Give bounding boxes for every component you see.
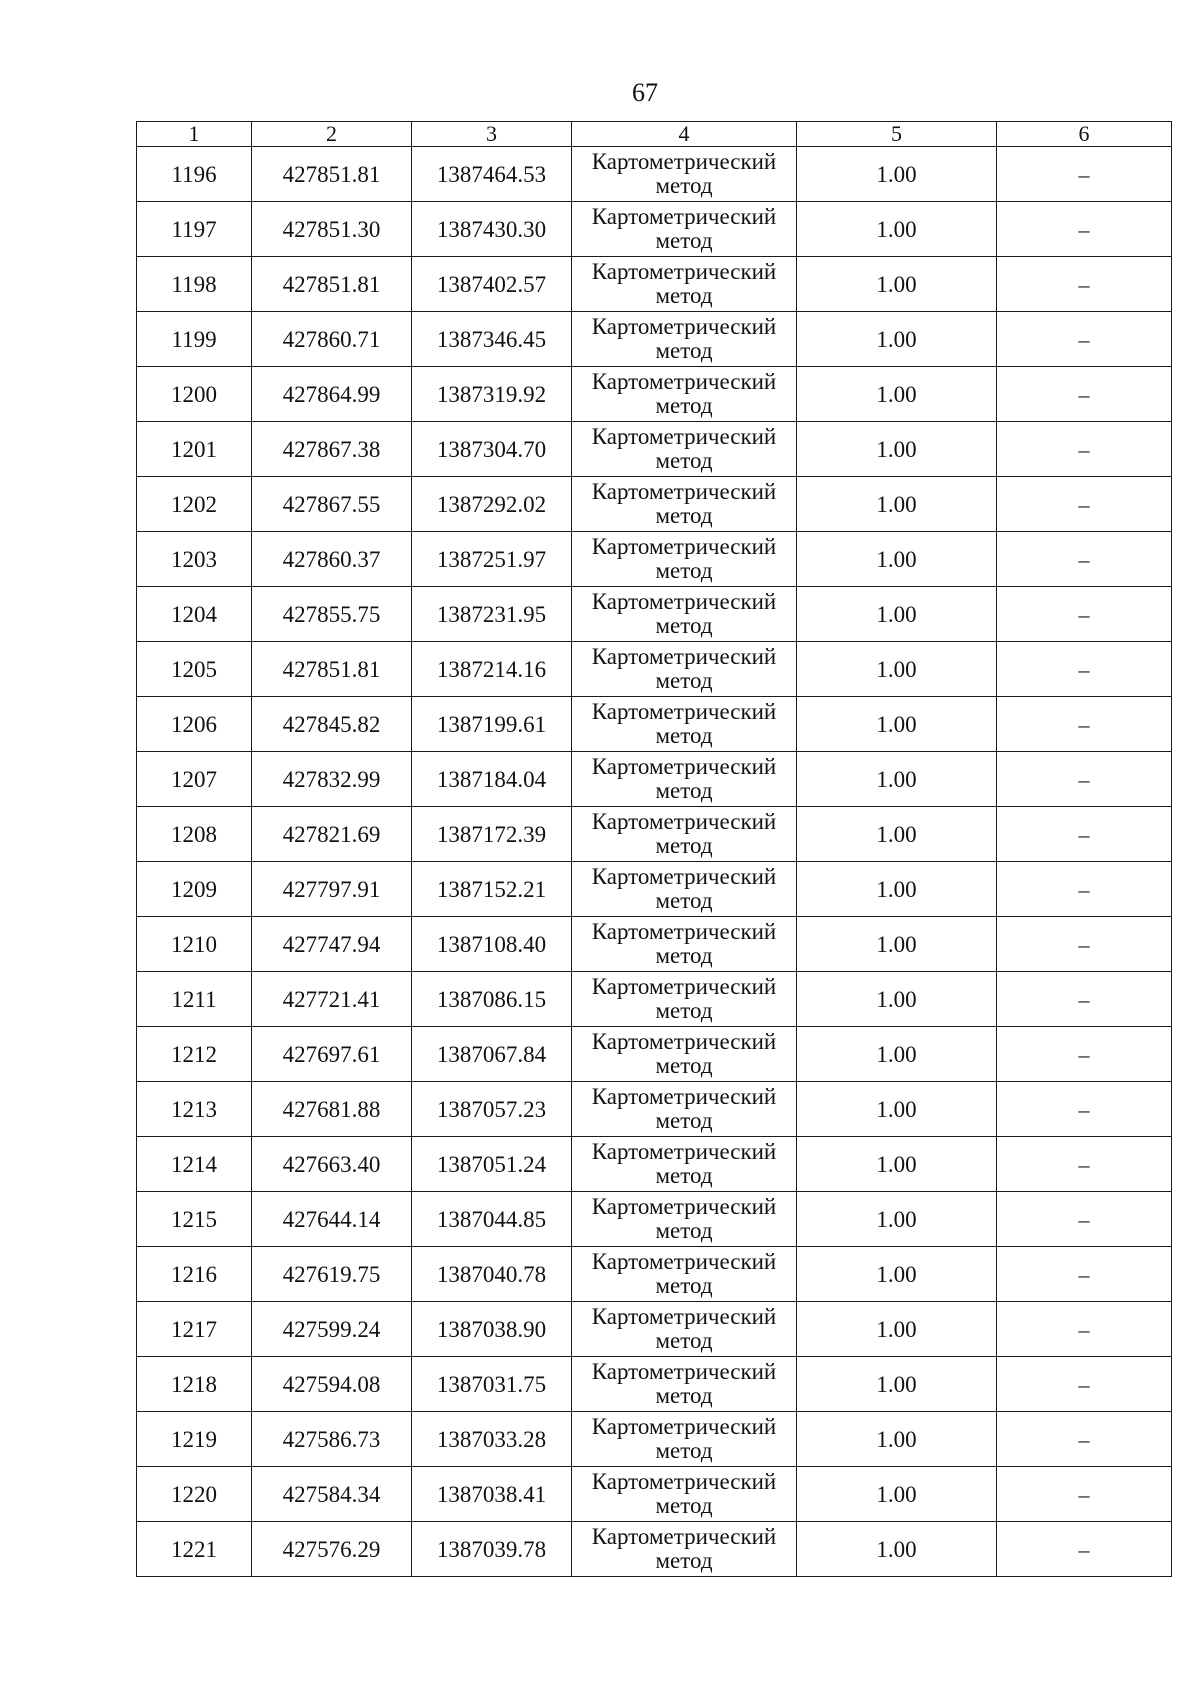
- point-number-cell: 1201: [137, 422, 252, 477]
- note-cell: –: [997, 532, 1172, 587]
- note-cell: –: [997, 642, 1172, 697]
- method-line-1: Картометрический: [591, 1359, 777, 1384]
- method-line-2: метод: [655, 393, 713, 418]
- method-line-1: Картометрический: [591, 1029, 777, 1054]
- method-line-1: Картометрический: [591, 1084, 777, 1109]
- y-coordinate-cell: 1387251.97: [412, 532, 572, 587]
- method-line-1: Картометрический: [591, 589, 777, 614]
- table-row: [137, 1412, 1172, 1467]
- method-line-2: метод: [655, 668, 713, 693]
- method-line-1: Картометрический: [591, 644, 777, 669]
- x-coordinate-cell: 427821.69: [252, 807, 412, 862]
- accuracy-cell: 1.00: [797, 477, 997, 532]
- accuracy-cell: 1.00: [797, 1522, 997, 1577]
- method-line-2: метод: [655, 503, 713, 528]
- method-line-2: метод: [655, 1328, 713, 1353]
- note-cell: –: [997, 1082, 1172, 1137]
- y-coordinate-cell: 1387199.61: [412, 697, 572, 752]
- accuracy-cell: 1.00: [797, 752, 997, 807]
- table-row: [137, 1302, 1172, 1357]
- column-header: 2: [252, 122, 412, 147]
- method-line-2: метод: [655, 998, 713, 1023]
- point-number-cell: 1207: [137, 752, 252, 807]
- note-cell: –: [997, 587, 1172, 642]
- note-cell: –: [997, 312, 1172, 367]
- method-line-2: метод: [655, 558, 713, 583]
- note-cell: –: [997, 752, 1172, 807]
- note-cell: –: [997, 202, 1172, 257]
- method-line-1: Картометрический: [591, 864, 777, 889]
- table-row: [137, 1247, 1172, 1302]
- table-row: [137, 1522, 1172, 1577]
- table-row: [137, 807, 1172, 862]
- point-number-cell: 1208: [137, 807, 252, 862]
- accuracy-cell: 1.00: [797, 697, 997, 752]
- method-line-2: метод: [655, 778, 713, 803]
- method-line-1: Картометрический: [591, 1304, 777, 1329]
- table-row: [137, 1137, 1172, 1192]
- method-line-2: метод: [655, 228, 713, 253]
- method-cell: [572, 587, 797, 642]
- method-line-2: метод: [655, 1218, 713, 1243]
- point-number-cell: 1196: [137, 147, 252, 202]
- table-header-row: [137, 122, 1172, 147]
- method-line-2: метод: [655, 283, 713, 308]
- x-coordinate-cell: 427619.75: [252, 1247, 412, 1302]
- point-number-cell: 1221: [137, 1522, 252, 1577]
- column-header: 3: [412, 122, 572, 147]
- point-number-cell: 1206: [137, 697, 252, 752]
- point-number-cell: 1212: [137, 1027, 252, 1082]
- table-row: [137, 532, 1172, 587]
- column-header: 5: [797, 122, 997, 147]
- method-cell: [572, 1357, 797, 1412]
- x-coordinate-cell: 427721.41: [252, 972, 412, 1027]
- method-cell: [572, 1467, 797, 1522]
- x-coordinate-cell: 427697.61: [252, 1027, 412, 1082]
- note-cell: –: [997, 1357, 1172, 1412]
- accuracy-cell: 1.00: [797, 1357, 997, 1412]
- x-coordinate-cell: 427855.75: [252, 587, 412, 642]
- accuracy-cell: 1.00: [797, 1137, 997, 1192]
- y-coordinate-cell: 1387051.24: [412, 1137, 572, 1192]
- method-line-1: Картометрический: [591, 149, 777, 174]
- point-number-cell: 1204: [137, 587, 252, 642]
- table-row: [137, 422, 1172, 477]
- accuracy-cell: 1.00: [797, 1467, 997, 1522]
- x-coordinate-cell: 427860.71: [252, 312, 412, 367]
- y-coordinate-cell: 1387108.40: [412, 917, 572, 972]
- x-coordinate-cell: 427681.88: [252, 1082, 412, 1137]
- accuracy-cell: 1.00: [797, 1247, 997, 1302]
- table-row: [137, 477, 1172, 532]
- point-number-cell: 1200: [137, 367, 252, 422]
- note-cell: –: [997, 1247, 1172, 1302]
- table-row: [137, 1082, 1172, 1137]
- x-coordinate-cell: 427851.30: [252, 202, 412, 257]
- x-coordinate-cell: 427747.94: [252, 917, 412, 972]
- y-coordinate-cell: 1387231.95: [412, 587, 572, 642]
- point-number-cell: 1214: [137, 1137, 252, 1192]
- accuracy-cell: 1.00: [797, 202, 997, 257]
- x-coordinate-cell: 427864.99: [252, 367, 412, 422]
- method-line-2: метод: [655, 613, 713, 638]
- y-coordinate-cell: 1387464.53: [412, 147, 572, 202]
- y-coordinate-cell: 1387086.15: [412, 972, 572, 1027]
- point-number-cell: 1211: [137, 972, 252, 1027]
- table-row: [137, 587, 1172, 642]
- x-coordinate-cell: 427663.40: [252, 1137, 412, 1192]
- method-line-2: метод: [655, 173, 713, 198]
- accuracy-cell: 1.00: [797, 532, 997, 587]
- method-line-2: метод: [655, 723, 713, 748]
- x-coordinate-cell: 427599.24: [252, 1302, 412, 1357]
- table-row: [137, 752, 1172, 807]
- method-line-1: Картометрический: [591, 1414, 777, 1439]
- method-cell: [572, 1192, 797, 1247]
- y-coordinate-cell: 1387184.04: [412, 752, 572, 807]
- method-line-2: метод: [655, 943, 713, 968]
- method-line-2: метод: [655, 888, 713, 913]
- method-cell: [572, 752, 797, 807]
- note-cell: –: [997, 1302, 1172, 1357]
- point-number-cell: 1203: [137, 532, 252, 587]
- method-line-1: Картометрический: [591, 919, 777, 944]
- x-coordinate-cell: 427860.37: [252, 532, 412, 587]
- method-line-1: Картометрический: [591, 479, 777, 504]
- y-coordinate-cell: 1387067.84: [412, 1027, 572, 1082]
- method-line-1: Картометрический: [591, 1194, 777, 1219]
- accuracy-cell: 1.00: [797, 422, 997, 477]
- table-row: [137, 147, 1172, 202]
- method-cell: [572, 532, 797, 587]
- accuracy-cell: 1.00: [797, 807, 997, 862]
- x-coordinate-cell: 427832.99: [252, 752, 412, 807]
- method-line-2: метод: [655, 1438, 713, 1463]
- table-row: [137, 202, 1172, 257]
- table-row: [137, 862, 1172, 917]
- point-number-cell: 1216: [137, 1247, 252, 1302]
- method-cell: [572, 422, 797, 477]
- note-cell: –: [997, 1522, 1172, 1577]
- y-coordinate-cell: 1387039.78: [412, 1522, 572, 1577]
- table-row: [137, 367, 1172, 422]
- note-cell: –: [997, 1412, 1172, 1467]
- method-line-1: Картометрический: [591, 809, 777, 834]
- accuracy-cell: 1.00: [797, 1027, 997, 1082]
- method-cell: [572, 917, 797, 972]
- accuracy-cell: 1.00: [797, 642, 997, 697]
- method-cell: [572, 1247, 797, 1302]
- method-line-2: метод: [655, 1273, 713, 1298]
- method-cell: [572, 697, 797, 752]
- method-line-1: Картометрический: [591, 1139, 777, 1164]
- note-cell: –: [997, 807, 1172, 862]
- y-coordinate-cell: 1387038.90: [412, 1302, 572, 1357]
- point-number-cell: 1213: [137, 1082, 252, 1137]
- note-cell: –: [997, 697, 1172, 752]
- method-line-2: метод: [655, 1493, 713, 1518]
- point-number-cell: 1198: [137, 257, 252, 312]
- point-number-cell: 1218: [137, 1357, 252, 1412]
- accuracy-cell: 1.00: [797, 1082, 997, 1137]
- column-header: 6: [997, 122, 1172, 147]
- accuracy-cell: 1.00: [797, 917, 997, 972]
- method-cell: [572, 862, 797, 917]
- table-row: [137, 1467, 1172, 1522]
- x-coordinate-cell: 427644.14: [252, 1192, 412, 1247]
- y-coordinate-cell: 1387319.92: [412, 367, 572, 422]
- method-cell: [572, 807, 797, 862]
- table-row: [137, 917, 1172, 972]
- accuracy-cell: 1.00: [797, 862, 997, 917]
- x-coordinate-cell: 427576.29: [252, 1522, 412, 1577]
- point-number-cell: 1209: [137, 862, 252, 917]
- method-cell: [572, 1412, 797, 1467]
- method-line-1: Картометрический: [591, 424, 777, 449]
- y-coordinate-cell: 1387152.21: [412, 862, 572, 917]
- method-cell: [572, 312, 797, 367]
- y-coordinate-cell: 1387292.02: [412, 477, 572, 532]
- method-cell: [572, 477, 797, 532]
- method-cell: [572, 257, 797, 312]
- accuracy-cell: 1.00: [797, 972, 997, 1027]
- y-coordinate-cell: 1387430.30: [412, 202, 572, 257]
- method-line-2: метод: [655, 1053, 713, 1078]
- method-line-2: метод: [655, 1548, 713, 1573]
- point-number-cell: 1220: [137, 1467, 252, 1522]
- page-number: 67: [632, 78, 658, 107]
- point-number-cell: 1199: [137, 312, 252, 367]
- note-cell: –: [997, 917, 1172, 972]
- x-coordinate-cell: 427851.81: [252, 147, 412, 202]
- method-cell: [572, 642, 797, 697]
- note-cell: –: [997, 1137, 1172, 1192]
- note-cell: –: [997, 1027, 1172, 1082]
- x-coordinate-cell: 427797.91: [252, 862, 412, 917]
- accuracy-cell: 1.00: [797, 1192, 997, 1247]
- column-header: 1: [137, 122, 252, 147]
- method-line-1: Картометрический: [591, 369, 777, 394]
- note-cell: –: [997, 862, 1172, 917]
- method-line-1: Картометрический: [591, 754, 777, 779]
- method-cell: [572, 1137, 797, 1192]
- table-row: [137, 312, 1172, 367]
- table-row: [137, 642, 1172, 697]
- x-coordinate-cell: 427851.81: [252, 642, 412, 697]
- point-number-cell: 1197: [137, 202, 252, 257]
- accuracy-cell: 1.00: [797, 312, 997, 367]
- method-line-2: метод: [655, 1163, 713, 1188]
- note-cell: –: [997, 1467, 1172, 1522]
- note-cell: –: [997, 147, 1172, 202]
- x-coordinate-cell: 427845.82: [252, 697, 412, 752]
- table-body: [137, 147, 1172, 1577]
- method-cell: [572, 147, 797, 202]
- note-cell: –: [997, 477, 1172, 532]
- method-cell: [572, 1027, 797, 1082]
- x-coordinate-cell: 427586.73: [252, 1412, 412, 1467]
- x-coordinate-cell: 427851.81: [252, 257, 412, 312]
- method-line-1: Картометрический: [591, 534, 777, 559]
- accuracy-cell: 1.00: [797, 147, 997, 202]
- table-row: [137, 697, 1172, 752]
- y-coordinate-cell: 1387214.16: [412, 642, 572, 697]
- method-line-2: метод: [655, 1383, 713, 1408]
- point-number-cell: 1205: [137, 642, 252, 697]
- table-row: [137, 1027, 1172, 1082]
- method-line-2: метод: [655, 448, 713, 473]
- x-coordinate-cell: 427594.08: [252, 1357, 412, 1412]
- point-number-cell: 1217: [137, 1302, 252, 1357]
- y-coordinate-cell: 1387304.70: [412, 422, 572, 477]
- method-line-1: Картометрический: [591, 314, 777, 339]
- point-number-cell: 1210: [137, 917, 252, 972]
- y-coordinate-cell: 1387057.23: [412, 1082, 572, 1137]
- method-line-1: Картометрический: [591, 1249, 777, 1274]
- y-coordinate-cell: 1387044.85: [412, 1192, 572, 1247]
- method-line-1: Картометрический: [591, 1524, 777, 1549]
- y-coordinate-cell: 1387172.39: [412, 807, 572, 862]
- method-cell: [572, 1082, 797, 1137]
- y-coordinate-cell: 1387033.28: [412, 1412, 572, 1467]
- coordinates-table: [136, 121, 1172, 1577]
- x-coordinate-cell: 427584.34: [252, 1467, 412, 1522]
- y-coordinate-cell: 1387031.75: [412, 1357, 572, 1412]
- table-row: [137, 1357, 1172, 1412]
- table-row: [137, 972, 1172, 1027]
- method-cell: [572, 972, 797, 1027]
- accuracy-cell: 1.00: [797, 367, 997, 422]
- x-coordinate-cell: 427867.55: [252, 477, 412, 532]
- y-coordinate-cell: 1387402.57: [412, 257, 572, 312]
- accuracy-cell: 1.00: [797, 1302, 997, 1357]
- note-cell: –: [997, 972, 1172, 1027]
- accuracy-cell: 1.00: [797, 257, 997, 312]
- method-line-1: Картометрический: [591, 259, 777, 284]
- method-cell: [572, 367, 797, 422]
- method-line-2: метод: [655, 1108, 713, 1133]
- point-number-cell: 1215: [137, 1192, 252, 1247]
- method-cell: [572, 202, 797, 257]
- accuracy-cell: 1.00: [797, 587, 997, 642]
- table-row: [137, 257, 1172, 312]
- method-line-1: Картометрический: [591, 699, 777, 724]
- method-line-1: Картометрический: [591, 204, 777, 229]
- method-cell: [572, 1302, 797, 1357]
- y-coordinate-cell: 1387346.45: [412, 312, 572, 367]
- y-coordinate-cell: 1387040.78: [412, 1247, 572, 1302]
- point-number-cell: 1219: [137, 1412, 252, 1467]
- method-line-2: метод: [655, 338, 713, 363]
- point-number-cell: 1202: [137, 477, 252, 532]
- note-cell: –: [997, 257, 1172, 312]
- method-line-2: метод: [655, 833, 713, 858]
- table-row: [137, 1192, 1172, 1247]
- method-line-1: Картометрический: [591, 974, 777, 999]
- column-header: 4: [572, 122, 797, 147]
- y-coordinate-cell: 1387038.41: [412, 1467, 572, 1522]
- x-coordinate-cell: 427867.38: [252, 422, 412, 477]
- accuracy-cell: 1.00: [797, 1412, 997, 1467]
- note-cell: –: [997, 1192, 1172, 1247]
- method-line-1: Картометрический: [591, 1469, 777, 1494]
- note-cell: –: [997, 367, 1172, 422]
- method-cell: [572, 1522, 797, 1577]
- note-cell: –: [997, 422, 1172, 477]
